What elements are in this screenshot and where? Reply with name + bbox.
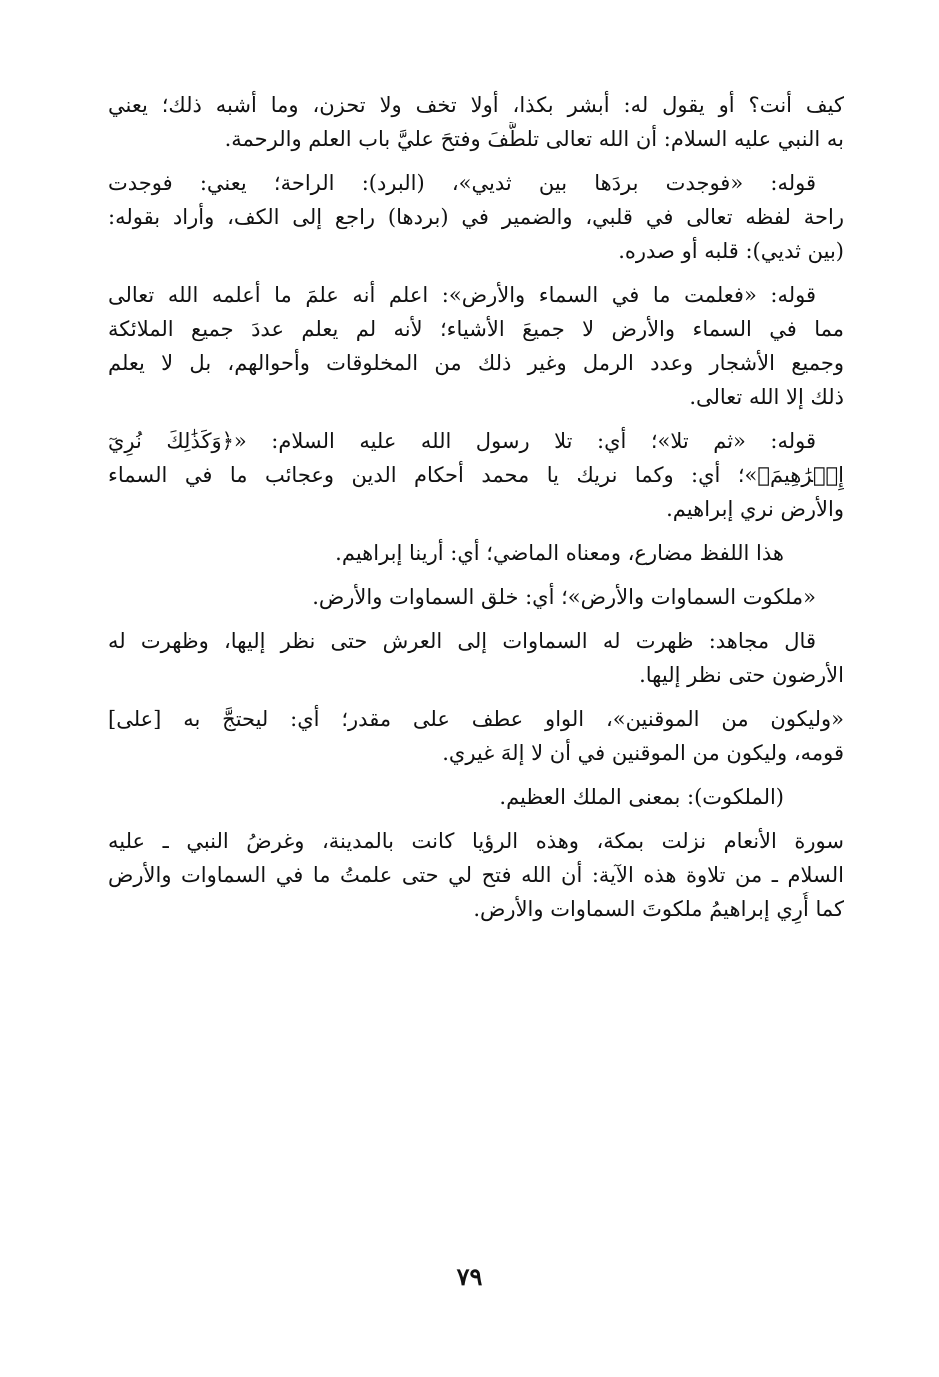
text-line: (بين ثديي): قلبه أو صدره. (618, 239, 844, 263)
page-body (108, 88, 844, 936)
paragraph-8 (108, 702, 844, 770)
text-line: إِبۡرَٰهِيمَ﴾»؛ أي: وكما نريك يا محمد أحكام الدين وعجائب ما في السماء (108, 463, 844, 487)
paragraph-4 (108, 424, 844, 526)
text-line: وجميع الأشجار وعدد الرمل وغير ذلك من المخلوقات وأحوالهم، بل لا يعلم (108, 351, 844, 375)
paragraph-5 (108, 536, 844, 570)
text-line: هذا اللفظ مضارع، ومعناه الماضي؛ أي: أرينا إبراهيم. (335, 541, 784, 565)
text-line: «ملكوت السماوات والأرض»؛ أي: خلق السماوات والأرض. (312, 585, 816, 609)
text-line: قومه، وليكون من الموقنين في أن لا إلهَ غيري. (442, 741, 844, 765)
text-line: (الملكوت): بمعنى الملك العظيم. (499, 785, 784, 809)
text-line: السلام ـ من تلاوة هذه الآية: أن الله فتح لي حتى علمتُ ما في السماوات والأرض (108, 863, 844, 887)
text-line: مما في السماء والأرض لا جميعَ الأشياء؛ لأنه لم يعلم عددَ جميع الملائكة (108, 317, 844, 341)
text-line: ذلك إلا الله تعالى. (689, 385, 844, 409)
text-line: كيف أنت؟ أو يقول له: أبشر بكذا، أولا تخف ولا تحزن، وما أشبه ذلك؛ يعني (108, 93, 844, 117)
page-number: ٧٩ (456, 1262, 483, 1291)
text-line: قوله: «ثم تلا»؛ أي: تلا رسول الله عليه السلام: «﴿وَكَذَٰلِكَ نُرِيٓ (108, 429, 816, 453)
paragraph-7 (108, 624, 844, 692)
paragraph-1 (108, 88, 844, 156)
paragraph-9 (108, 780, 844, 814)
paragraph-6 (108, 580, 844, 614)
text-line: سورة الأنعام نزلت بمكة، وهذه الرؤيا كانت بالمدينة، وغرضُ النبي ـ عليه (108, 829, 844, 853)
text-line: به النبي عليه السلام: أن الله تعالى تلطَّفَ وفتحَ عليَّ باب العلم والرحمة. (224, 127, 844, 151)
paragraph-2 (108, 166, 844, 268)
text-line: قوله: «فعلمت ما في السماء والأرض»: اعلم أنه علمَ ما أعلمه الله تعالى (108, 283, 816, 307)
paragraph-10 (108, 824, 844, 926)
text-line: «وليكون من الموقنين»، الواو عطف على مقدر؛ أي: ليحتجَّ به [على] (108, 707, 844, 731)
text-line: والأرض نري إبراهيم. (666, 497, 844, 521)
text-line: قوله: «فوجدت بردَها بين ثديي»، (البرد): الراحة؛ يعني: فوجدت (108, 171, 816, 195)
text-line: كما أُرِي إبراهيمُ ملكوتَ السماوات والأرض. (473, 897, 844, 921)
text-line: قال مجاهد: ظهرت له السماوات إلى العرش حتى نظر إليها، وظهرت له (108, 629, 816, 653)
paragraph-3 (108, 278, 844, 414)
text-line: راحة لفظه تعالى في قلبي، والضمير في (بردها) راجع إلى الكف، وأراد بقوله: (108, 205, 844, 229)
text-line: الأرضون حتى نظر إليها. (639, 663, 844, 687)
